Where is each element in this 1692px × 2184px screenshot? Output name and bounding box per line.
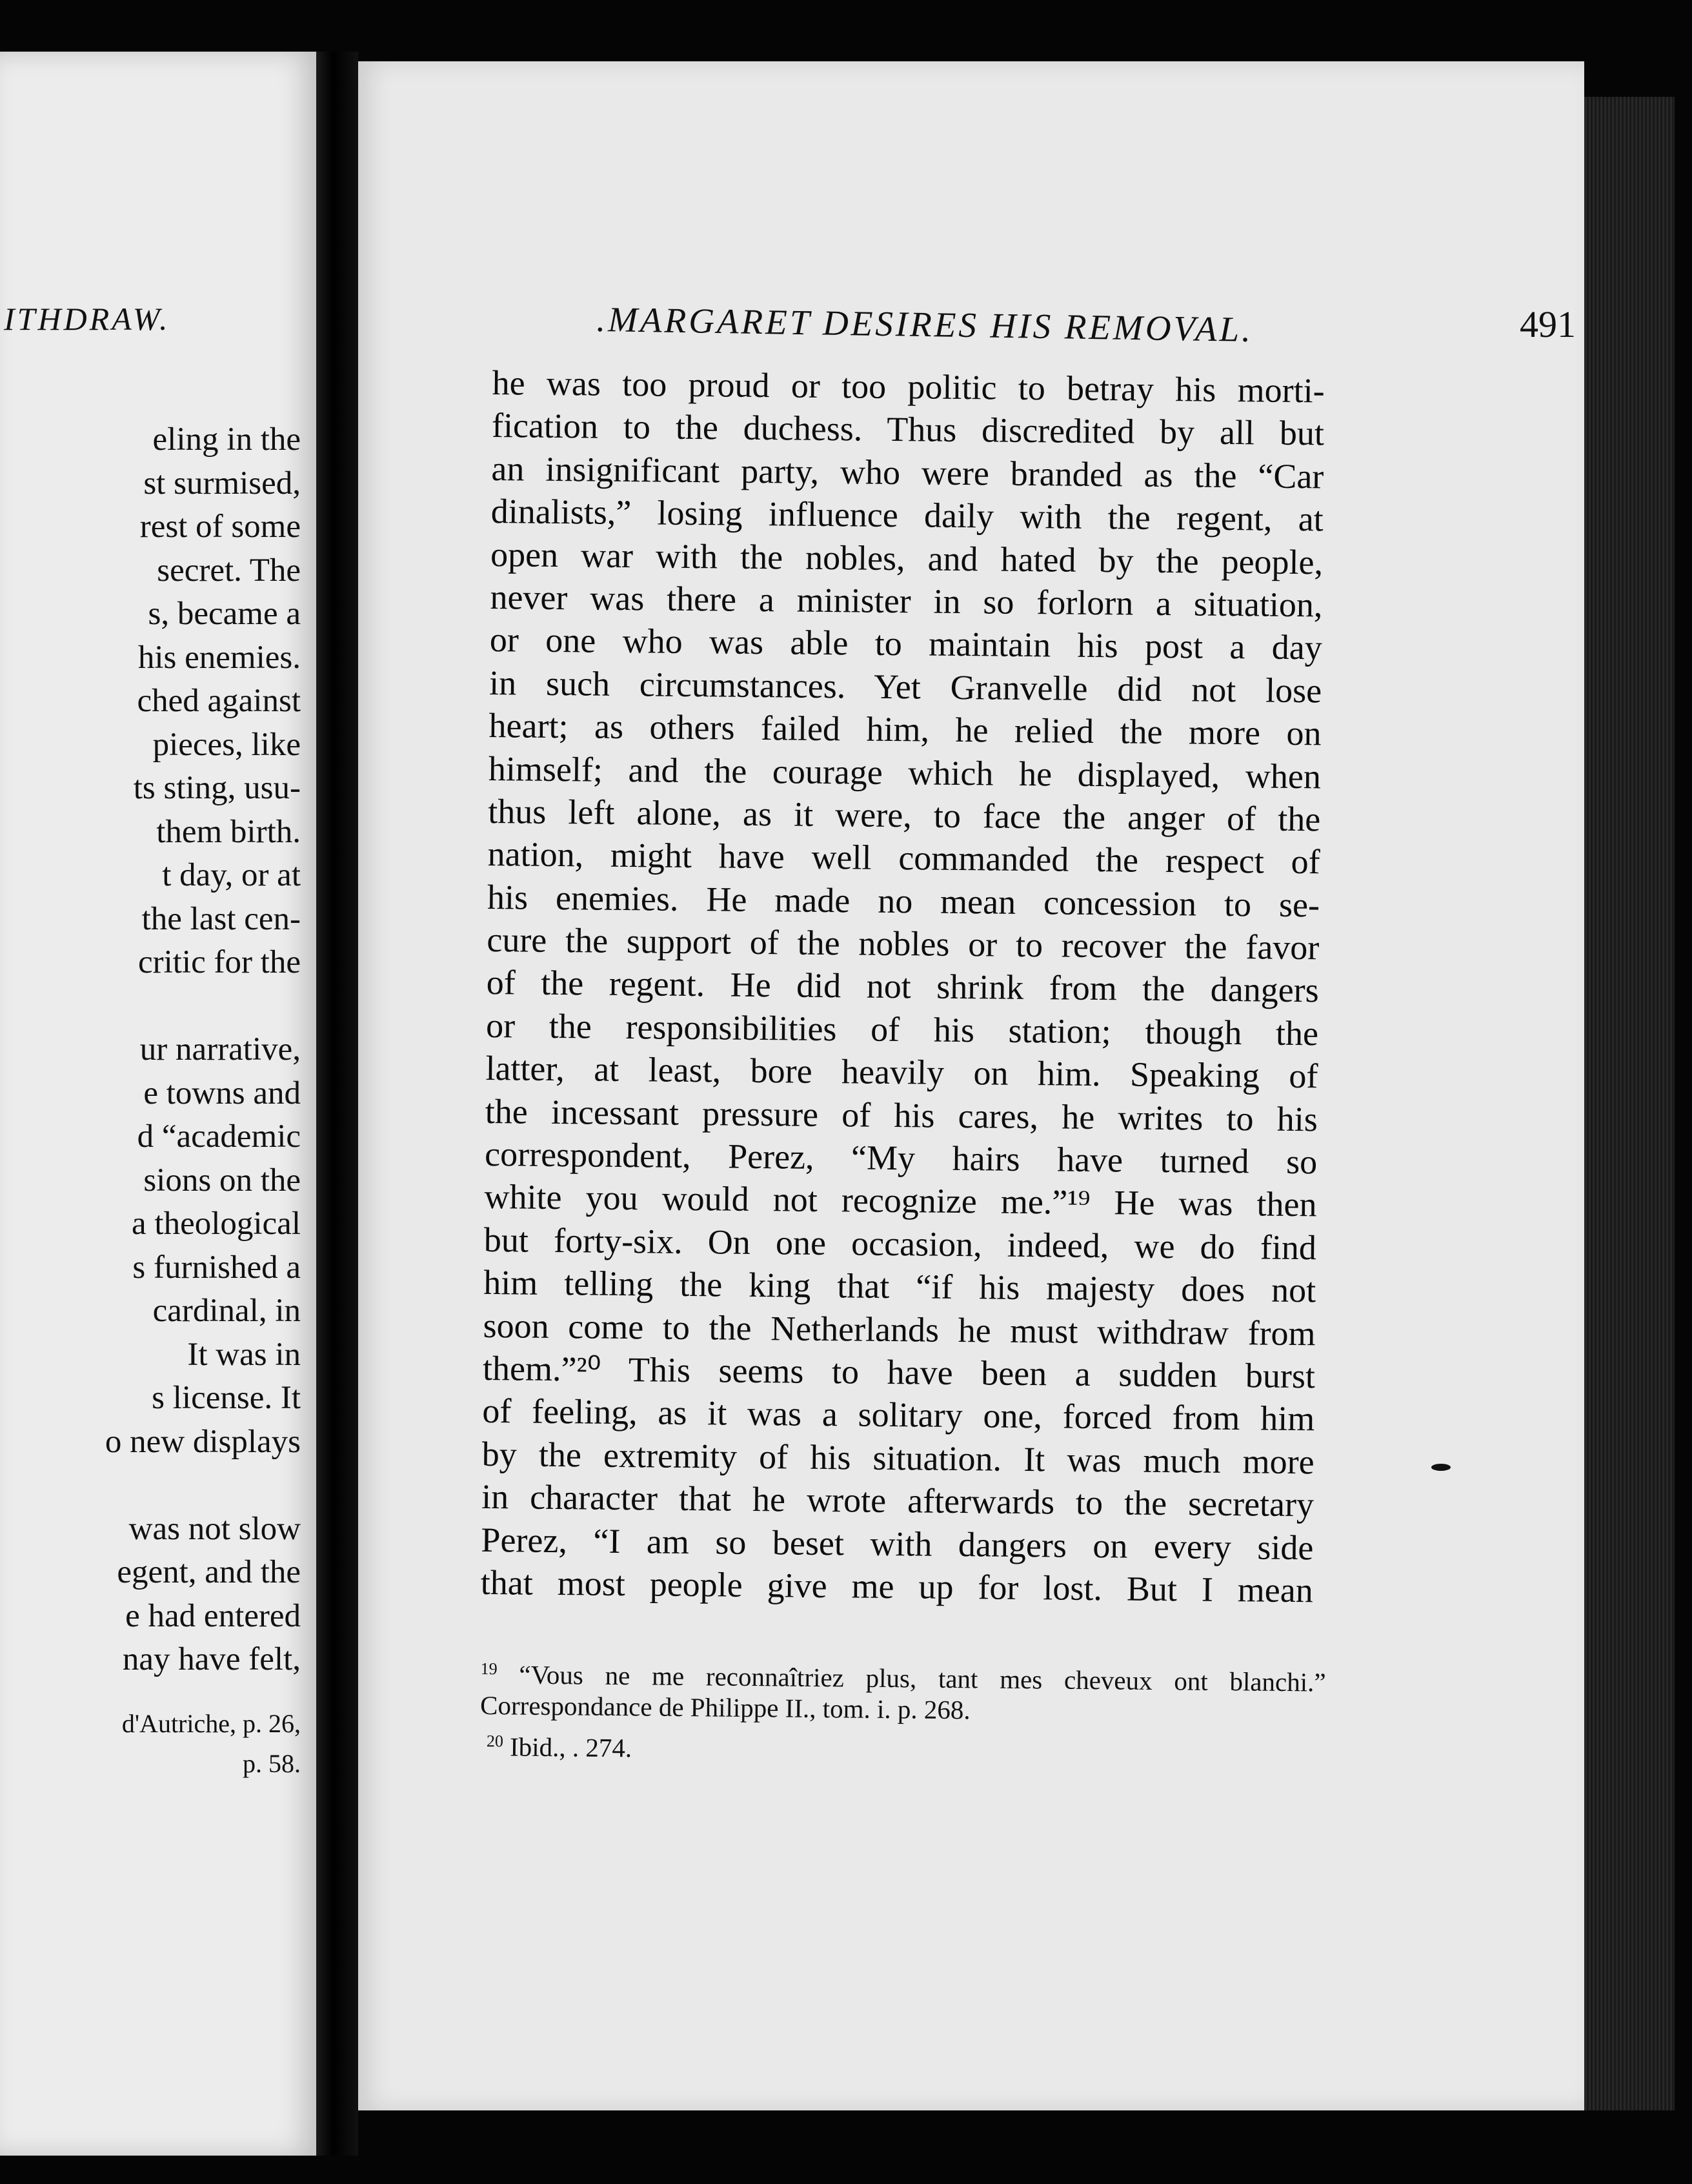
text-line: secret. The (157, 552, 301, 589)
text-line (105, 985, 301, 1029)
text-line: sions on the (143, 1162, 301, 1198)
text-line: fication to the duchess. Thus discredited by all but (491, 406, 1325, 453)
left-page-running-head: ITHDRAW. (4, 301, 170, 337)
text-line: him telling the king that “if his majesty does not (483, 1263, 1316, 1310)
text-line: he was too proud or too politic to betray his morti- (492, 363, 1325, 410)
left-page (0, 52, 316, 2156)
footnote-line: d'Autriche, p. 26, (121, 1709, 301, 1738)
text-line: s, became a (148, 596, 301, 632)
footnote-line: p. 58. (243, 1749, 301, 1778)
left-page-text (105, 418, 301, 1682)
right-page (358, 61, 1584, 2110)
text-line: in such circumstances. Yet Granvelle did not lose (488, 663, 1322, 711)
text-line: of the regent. He did not shrink from the dangers (486, 963, 1319, 1010)
body-text (481, 361, 1325, 1612)
ink-speck (1431, 1464, 1451, 1471)
text-line: correspondent, Perez, “My hairs have turned so (484, 1134, 1318, 1182)
page-edges (1584, 97, 1675, 2110)
text-line: st surmised, (143, 465, 301, 501)
text-line: e had entered (125, 1597, 301, 1634)
text-line (105, 1464, 301, 1508)
text-line: the incessant pressure of his cares, he writes to his (485, 1091, 1318, 1138)
text-line: or the responsibilities of his station; though the (485, 1006, 1319, 1053)
book-spine (316, 52, 358, 2156)
text-line: latter, at least, bore heavily on him. Speaking of (485, 1049, 1318, 1096)
text-line: s license. It (152, 1380, 301, 1416)
text-line: It was in (187, 1336, 301, 1373)
text-line: the last cen- (141, 900, 301, 937)
text-line: egent, and the (117, 1554, 301, 1590)
text-line: in character that he wrote afterwards to the secretary (481, 1477, 1314, 1524)
text-line: ur narrative, (139, 1031, 301, 1067)
footnote-marker: 19 (480, 1659, 498, 1679)
text-line: that most people give me up for lost. But I mean (480, 1562, 1314, 1610)
footnote-19-source: Correspondance de Philippe II., tom. i. p. 268. (479, 1690, 971, 1725)
text-line: eling in the (152, 421, 301, 458)
text-line: himself; and the courage which he displayed, when (488, 749, 1322, 796)
running-header (597, 299, 1610, 350)
footnote-text: Ibid., . 274. (509, 1732, 632, 1763)
text-line: or one who was able to maintain his post a day (489, 620, 1323, 667)
text-line: soon come to the Netherlands he must withdraw from (483, 1306, 1316, 1353)
page-number: 491 (1520, 303, 1576, 345)
text-line: pieces, like (152, 726, 301, 763)
text-line: them birth. (156, 813, 301, 850)
text-line: nation, might have well commanded the respect of (487, 834, 1320, 882)
text-line: t day, or at (162, 857, 301, 893)
text-line: heart; as others failed him, he relied the more on (488, 706, 1322, 753)
left-page-footnotes (122, 1704, 301, 1784)
text-line: by the extremity of his situation. It was much more (481, 1434, 1314, 1482)
text-line: them.”²⁰ This seems to have been a sudden burst (482, 1348, 1316, 1396)
text-line: cure the support of the nobles or to recover the favor (487, 920, 1320, 967)
text-line: ched against (137, 683, 301, 719)
footnotes (479, 1651, 1326, 1768)
text-line: white you would not recognize me.”¹⁹ He was then (484, 1177, 1317, 1224)
text-line: of feeling, as it was a solitary one, forced from him (482, 1391, 1315, 1439)
text-line: a theological (132, 1206, 301, 1242)
text-line: critic for the (137, 944, 301, 980)
footnote-text: “Vous ne me reconnaîtriez plus, tant mes cheveux ont blanchi.” (519, 1659, 1326, 1697)
text-line: d “academic (137, 1118, 301, 1155)
text-line: ts sting, usu- (133, 770, 301, 806)
text-line: cardinal, in (152, 1293, 301, 1329)
text-line: an insignificant party, who were branded as the “Car (491, 449, 1324, 496)
text-line: s furnished a (132, 1249, 301, 1286)
text-line: o new displays (105, 1423, 301, 1460)
footnote-20 (479, 1723, 1325, 1768)
text-line: open war with the nobles, and hated by the people, (490, 534, 1324, 581)
footnote-marker: 20 (486, 1732, 504, 1751)
text-line: rest of some (139, 509, 301, 545)
text-line: e towns and (143, 1075, 301, 1111)
text-line: his enemies. (137, 639, 301, 676)
text-line: never was there a minister in so forlorn a situation, (490, 577, 1323, 625)
text-line: Perez, “I am so beset with dangers on every side (481, 1520, 1314, 1567)
text-line: but forty-six. On one occasion, indeed, we do find (483, 1220, 1317, 1268)
text-line: nay have felt, (122, 1641, 301, 1677)
text-line: thus left alone, as it were, to face the anger of the (488, 791, 1321, 839)
running-head-title: .MARGARET DESIRES HIS REMOVAL. (596, 299, 1254, 349)
text-line: was not slow (128, 1510, 301, 1547)
text-line: his enemies. He made no mean concession to se- (487, 877, 1320, 925)
text-line: dinalists,” losing influence daily with the regent, at (490, 492, 1324, 539)
